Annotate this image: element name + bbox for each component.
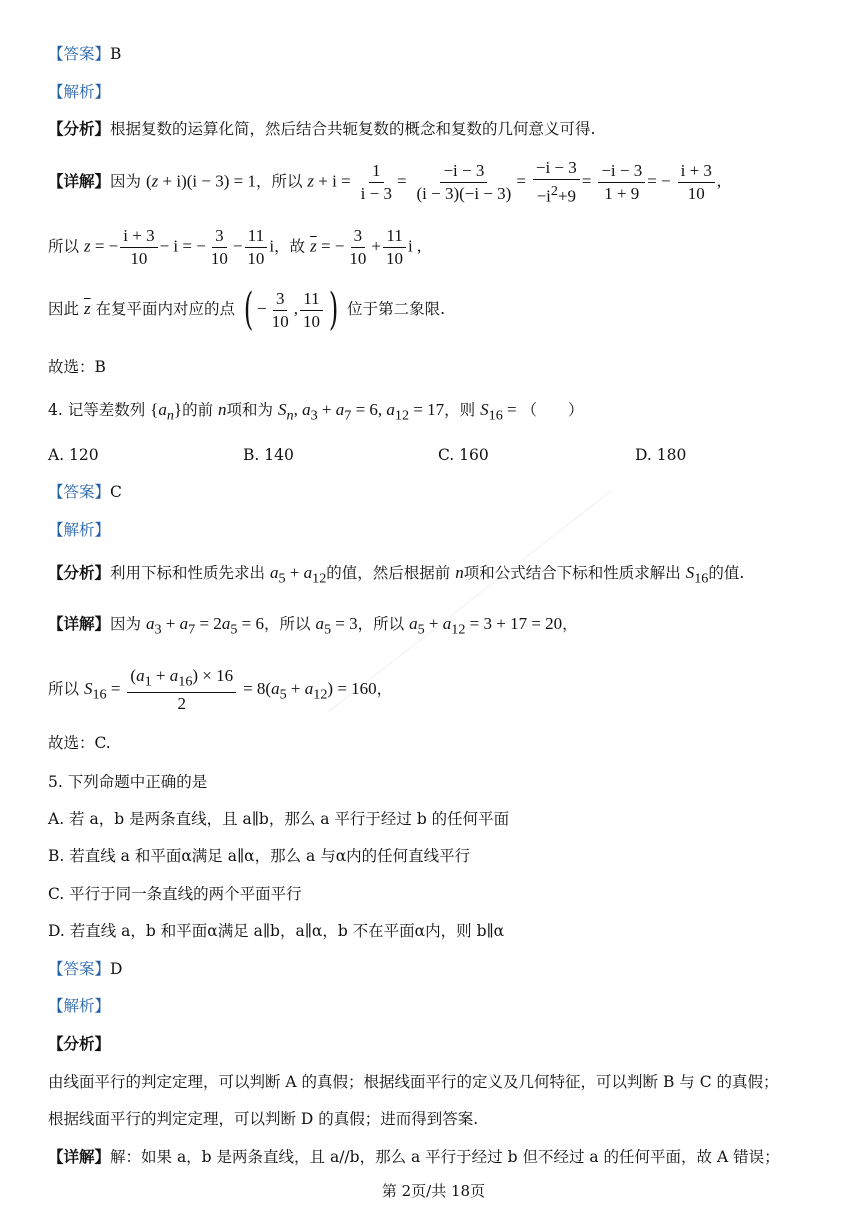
q4-option-a: A. 120 xyxy=(48,446,99,464)
q4-stem: 4. 记等差数列 $\{a_n\}$的前 n项和为 $S_n$, $a_3 + a_7 = 6$, $a_{12} = 17$，则 $S_{16}$ = （ ） xyxy=(48,400,584,424)
q3-detail-line3: 因此 $\overline{z}$ 在复平面内对应的点 ( − $\frac{3}{10}$ , $\frac{11}{10}$ ) 位于第二象限. xyxy=(48,284,446,335)
q5-detail: 【详解】解：如果 a，b 是两条直线，且 a//b，那么 a 平行于经过 b 但不经过 a 的任何平面，故 A 错误； xyxy=(48,1147,780,1166)
q5-fenxi-tag: 【分析】 xyxy=(48,1034,111,1053)
q5-fenxi-line1: 由线面平行的判定定理，可以判断 A 的真假；根据线面平行的定义及几何特征，可以判断 B 与 C 的真假； xyxy=(48,1073,779,1091)
q3-detail-line2: 所以 z = − $\frac{i + 3}{10}$ − i = − $\frac{3}{10}$ − $\frac{11}{10}$ i，故 $\overline{z}$ = − $\frac{3}{10}$ + $\frac{11}{10}$ i , xyxy=(48,226,422,268)
q4-option-b: B. 140 xyxy=(243,446,294,464)
q3-choose: 故选：B xyxy=(48,358,106,376)
q3-answer: 【答案】B xyxy=(48,45,122,63)
q4-detail-line2: 所以 $S_{16}$ = $\frac{(a_1 + a_{16}) \times 16}{2}$ = $8(a_5 + a_{12}) = 160$， xyxy=(48,666,393,714)
q4-option-d: D. 180 xyxy=(635,446,687,464)
q5-option-c: C. 平行于同一条直线的两个平面平行 xyxy=(48,885,302,903)
q4-detail-line1: 【详解】因为 $a_3 + a_7 = 2a_5 = 6$，所以 $a_5 = 3$，所以 $a_5 + a_{12} = 3 + 17 = 20$， xyxy=(48,614,578,638)
q4-choose: 故选：C. xyxy=(48,734,111,752)
q4-answer: 【答案】C xyxy=(48,483,122,501)
page-footer: 第 2页/共 18页 xyxy=(381,1182,486,1200)
q4-options xyxy=(48,445,848,467)
q5-analysis-tag: 【解析】 xyxy=(48,997,111,1015)
q5-option-d: D. 若直线 a，b 和平面α满足 a∥b，a∥α，b 不在平面α内，则 b∥α xyxy=(48,922,505,940)
q4-option-c: C. 160 xyxy=(438,446,489,464)
q4-fenxi: 【分析】利用下标和性质先求出 $a_5 + a_{12}$的值，然后根据前 n项和公式结合下标和性质求解出 $S_{16}$的值. xyxy=(48,563,745,587)
q5-answer: 【答案】D xyxy=(48,960,123,978)
q5-stem: 5. 下列命题中正确的是 xyxy=(48,773,208,791)
q3-analysis-tag: 【解析】 xyxy=(48,83,111,101)
q4-analysis-tag: 【解析】 xyxy=(48,521,111,539)
q5-option-a: A. 若 a，b 是两条直线，且 a∥b，那么 a 平行于经过 b 的任何平面 xyxy=(48,810,510,828)
q5-option-b: B. 若直线 a 和平面α满足 a∥α，那么 a 与α内的任何直线平行 xyxy=(48,847,471,865)
q5-fenxi-line2: 根据线面平行的判定定理，可以判断 D 的真假；进而得到答案. xyxy=(48,1110,479,1128)
q3-detail-line1: 【详解】因为 (z + i)(i − 3) = 1，所以 z + i = $\frac{1}{i - 3}$ = $\frac{-i - 3}{(i - 3)(-i - 3)}$ = $\frac{-i - 3}{-i^2+9}$ = $\frac{-i - 3}{1 + 9}$ = − $\frac{i + 3}{10}$ , xyxy=(48,158,722,206)
q3-fenxi: 【分析】根据复数的运算化简，然后结合共轭复数的概念和复数的几何意义可得. xyxy=(48,119,596,138)
